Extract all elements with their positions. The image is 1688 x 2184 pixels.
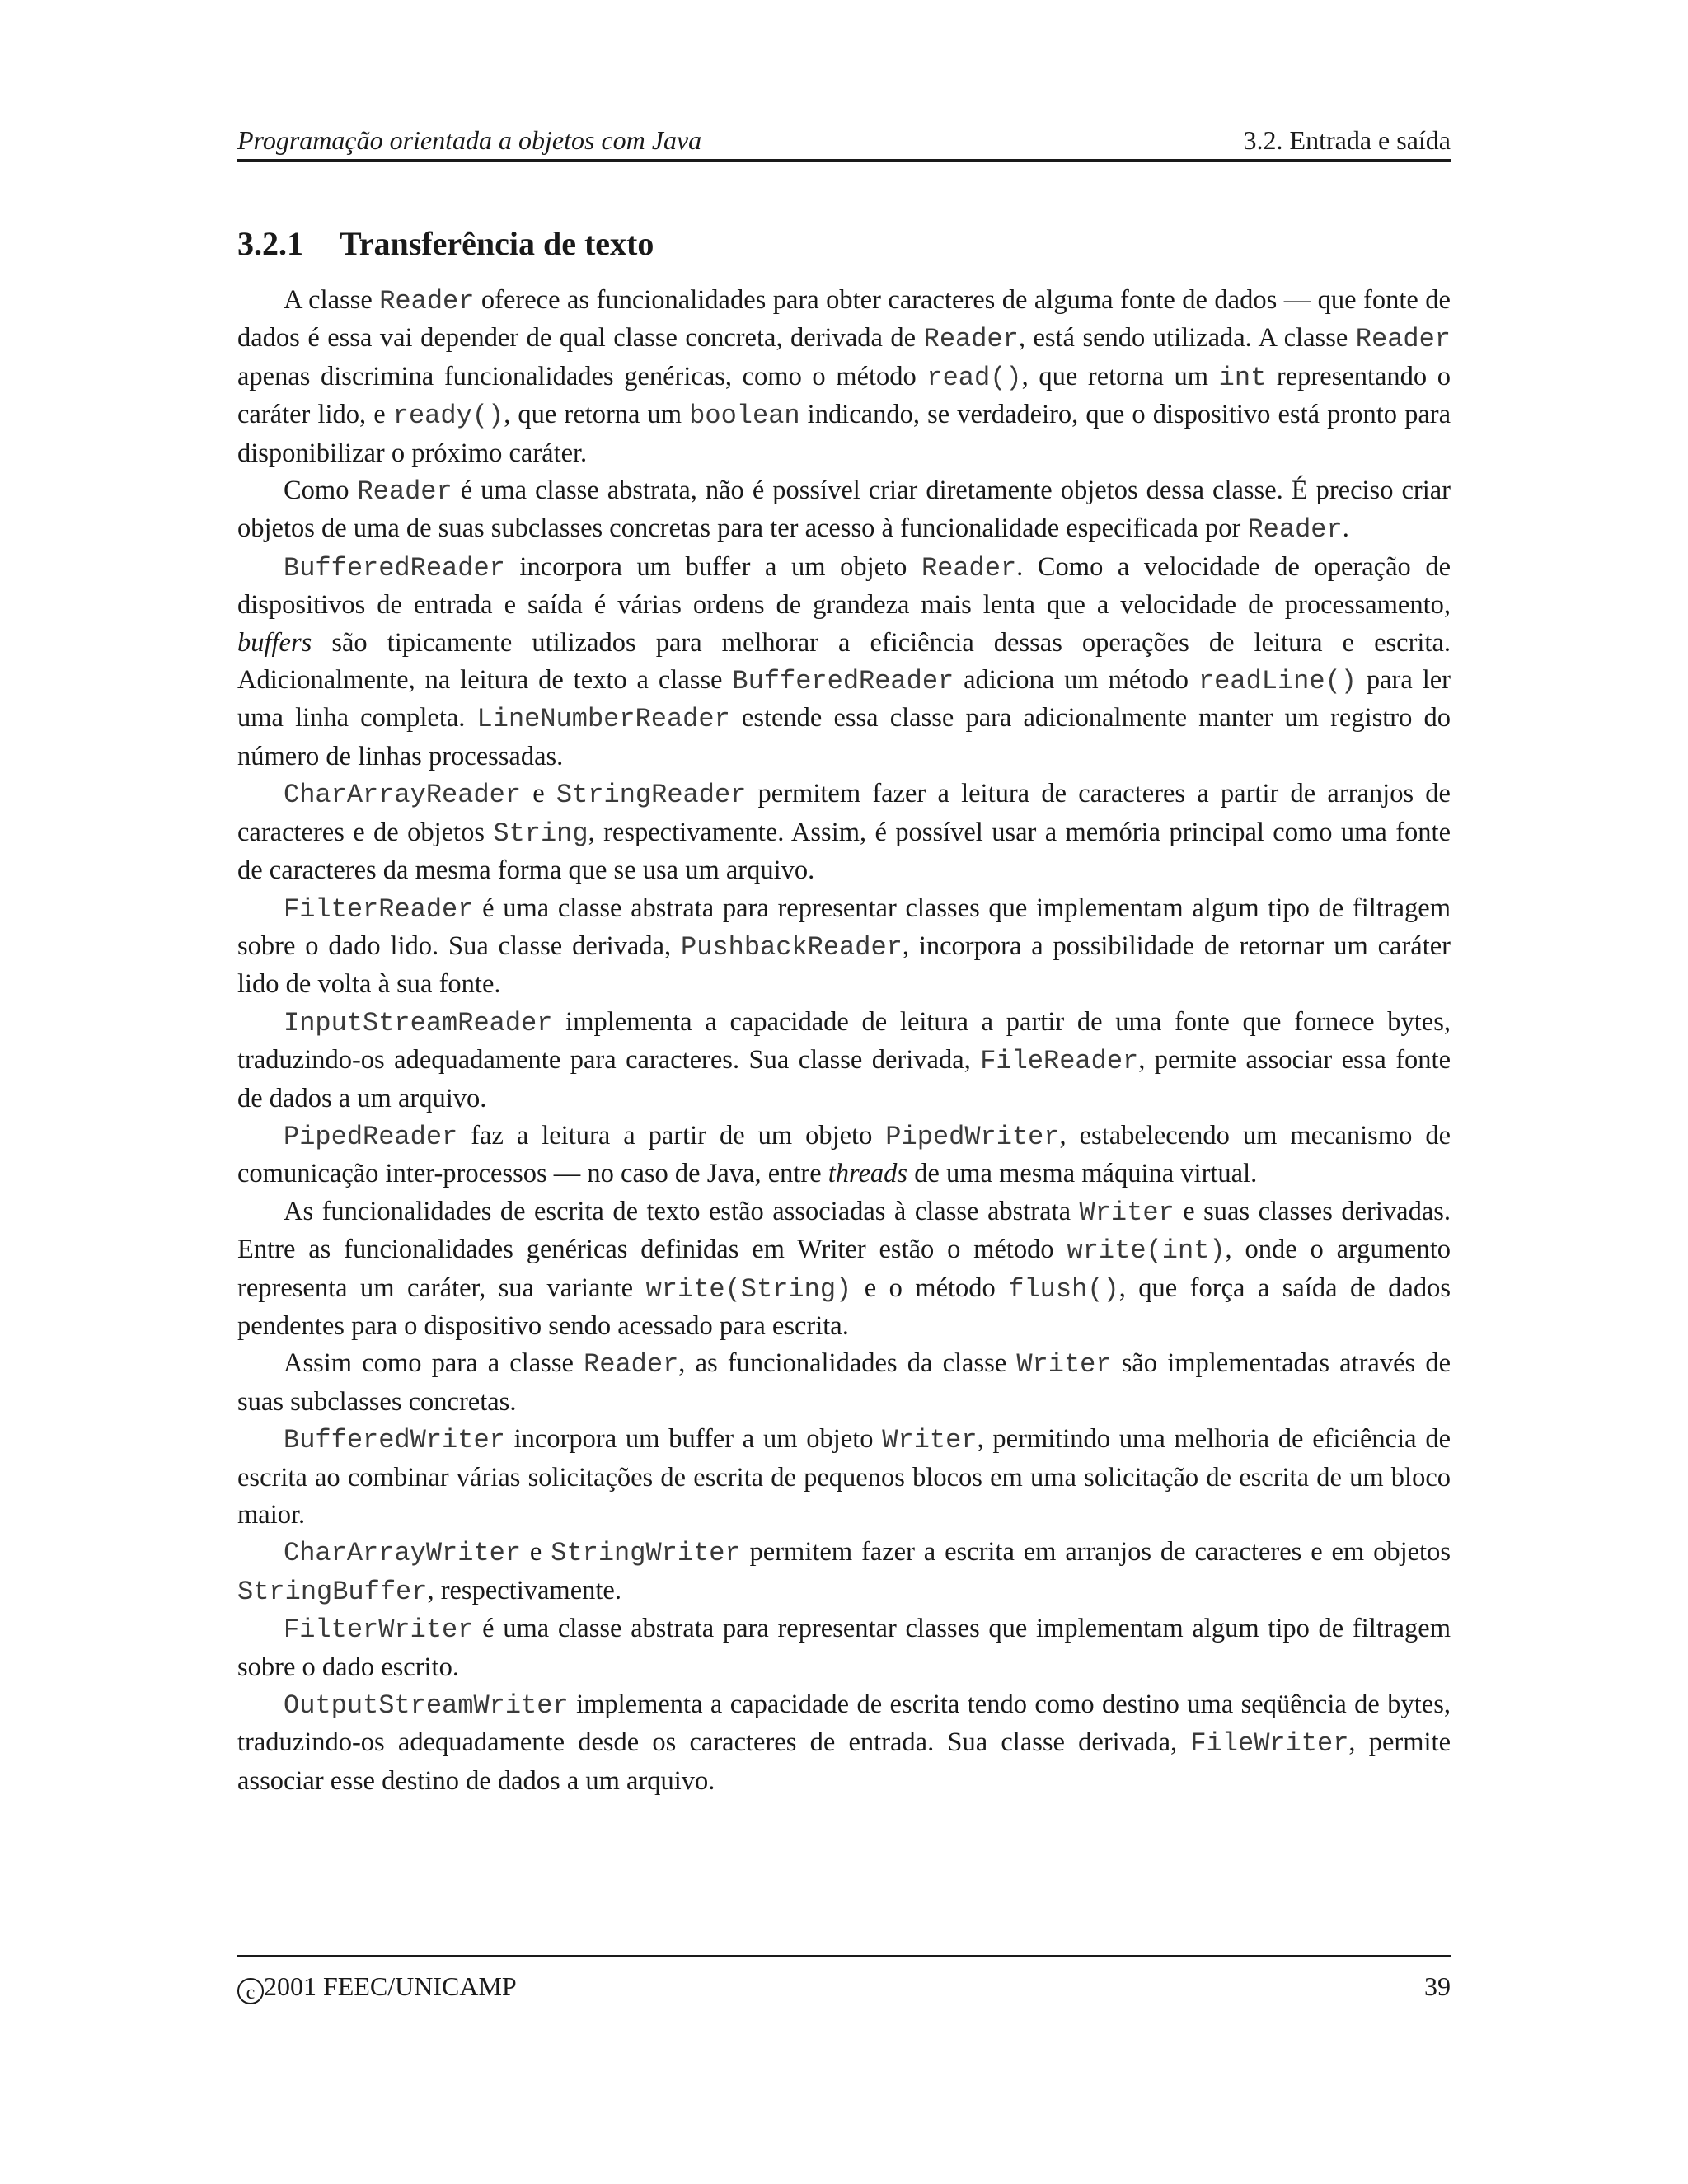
text-run: incorpora um buffer a um objeto <box>504 551 921 582</box>
code-term: Reader <box>921 552 1017 583</box>
code-term: FileReader <box>980 1046 1139 1077</box>
paragraph <box>237 282 1451 472</box>
text-run: e o método <box>851 1272 1009 1303</box>
text-run: . <box>1342 513 1349 544</box>
text-run: de uma mesma máquina virtual. <box>907 1159 1258 1189</box>
code-term: BufferedReader <box>284 552 505 583</box>
page-number: 39 <box>1424 1971 1451 2001</box>
text-run: e <box>521 779 556 809</box>
text-run: oferece as funcionalidades para obter caracteres de alguma fonte de dados — que fonte de dados é essa vai depender de qual classe concreta, derivada de <box>237 285 1451 354</box>
text-run: incorpora um buffer a um objeto <box>504 1424 883 1455</box>
text-run: implementa a capacidade de leitura a partir de uma fonte que fornece bytes, traduzindo-os adequadamente para caracteres. Sua classe derivada, <box>237 1006 1451 1076</box>
paragraph <box>237 776 1451 889</box>
text-run: A classe <box>284 285 380 315</box>
book-title: Programação orientada a objetos com Java <box>237 125 702 155</box>
section-heading <box>237 223 654 265</box>
code-term: FilterReader <box>284 893 474 925</box>
text-run: é uma classe abstrata, não é possível criar diretamente objetos dessa classe. É preciso criar objetos de uma de suas subclasses concretas para ter acesso à funcionalidade especificada por <box>237 476 1451 544</box>
text-run: para ler uma linha completa. <box>237 665 1451 733</box>
code-term: FilterWriter <box>284 1615 474 1646</box>
code-term: PipedWriter <box>885 1121 1060 1152</box>
section-reference: 3.2. Entrada e saída <box>1243 125 1451 155</box>
code-term: OutputStreamWriter <box>284 1690 569 1722</box>
paragraph <box>237 1193 1451 1346</box>
paragraph <box>237 890 1451 1004</box>
copyright-text: 2001 FEEC/UNICAMP <box>264 1971 517 2001</box>
text-run: estende essa classe para adicionalmente manter um registro do número de linhas processadas. <box>237 703 1451 771</box>
text-run: são implementadas através de suas subclasses concretas. <box>237 1348 1451 1417</box>
text-run: implementa a capacidade de escrita tendo como destino uma seqüência de bytes, traduzindo-os adequadamente desde os caracteres de entrada. Sua classe derivada, <box>237 1690 1451 1758</box>
code-term: Reader <box>379 286 475 316</box>
code-term: BufferedReader <box>732 666 954 697</box>
footer-rule <box>237 1955 1451 1957</box>
copyright-icon: c <box>237 1978 264 2004</box>
code-term: PipedReader <box>284 1121 458 1152</box>
page-footer <box>237 1970 1451 2004</box>
text-run: , que força a saída de dados pendentes para o dispositivo sendo acessado para escrita. <box>237 1272 1451 1341</box>
text-run: , onde o argumento representa um caráter, sua variante <box>237 1235 1451 1303</box>
code-term: FileWriter <box>1190 1728 1349 1760</box>
paragraph <box>237 472 1451 549</box>
text-run: permitem fazer a escrita em arranjos de caracteres e em objetos <box>740 1537 1451 1568</box>
text-run: adiciona um método <box>954 665 1198 696</box>
code-term: flush() <box>1008 1273 1119 1305</box>
code-term: StringBuffer <box>237 1576 428 1607</box>
code-term: Reader <box>584 1349 679 1380</box>
text-run: permitem fazer a leitura de caracteres a partir de arranjos de caracteres e de objetos <box>237 779 1451 847</box>
body-text <box>237 282 1451 1800</box>
text-run: é uma classe abstrata para representar classes que implementam algum tipo de filtragem sobre o dado lido. Sua classe derivada, <box>237 893 1451 961</box>
text-run: , incorpora a possibilidade de retornar um caráter lido de volta à sua fonte. <box>237 930 1451 1000</box>
code-term: LineNumberReader <box>476 704 730 735</box>
paragraph <box>237 1610 1451 1686</box>
text-run: Como <box>284 476 358 506</box>
code-term: Writer <box>882 1425 978 1456</box>
code-term: read() <box>926 362 1022 393</box>
paragraph <box>237 1421 1451 1534</box>
paragraph <box>237 1534 1451 1610</box>
code-term: InputStreamReader <box>284 1007 553 1038</box>
text-run: , respectivamente. <box>427 1575 621 1605</box>
code-term: Writer <box>1079 1197 1175 1228</box>
text-run: As funcionalidades de escrita de texto estão associadas à classe abstrata <box>284 1196 1080 1226</box>
text-run: , permite associar esse destino de dados a um arquivo. <box>237 1727 1451 1796</box>
code-term: int <box>1218 362 1267 393</box>
code-term: StringWriter <box>551 1538 741 1569</box>
code-term: ready() <box>392 401 504 432</box>
section-number: 3.2.1 <box>237 225 303 262</box>
code-term: BufferedWriter <box>284 1425 505 1456</box>
code-term: StringReader <box>556 780 747 811</box>
code-term: Writer <box>1016 1349 1112 1380</box>
code-term: PushbackReader <box>681 931 903 963</box>
text-run: , estabelecendo um mecanismo de comunicação inter-processos — no caso de Java, entre <box>237 1120 1451 1189</box>
code-term: String <box>493 818 588 849</box>
text-run: , respectivamente. Assim, é possível usar a memória principal como uma fonte de caracteres da mesma forma que se usa um arquivo. <box>237 817 1451 886</box>
code-term: readLine() <box>1198 666 1357 697</box>
italic-term: threads <box>828 1159 908 1189</box>
text-run: e <box>521 1537 551 1568</box>
text-run: são tipicamente utilizados para melhorar a eficiência dessas operações de leitura e escrita. Adicionalmente, na leitura de texto a classe <box>237 627 1451 696</box>
code-term: CharArrayWriter <box>284 1538 522 1569</box>
paragraph <box>237 1686 1451 1800</box>
code-term: Reader <box>1355 324 1451 355</box>
text-run: apenas discrimina funcionalidades genéricas, como o método <box>237 361 927 391</box>
paragraph <box>237 1345 1451 1421</box>
text-run: . Como a velocidade de operação de dispositivos de entrada e saída é várias ordens de grandeza mais lenta que a velocidade de processamento, <box>237 551 1451 621</box>
text-run: representando o caráter lido, e <box>237 361 1451 430</box>
text-run: indicando, se verdadeiro, que o dispositivo está pronto para disponibilizar o próximo caráter. <box>237 400 1451 468</box>
code-term: boolean <box>689 401 800 432</box>
text-run: , que retorna um <box>504 400 690 430</box>
header-rule <box>237 159 1451 162</box>
copyright <box>237 1970 517 2004</box>
text-run: , as funcionalidades da classe <box>678 1348 1017 1379</box>
text-run: , permite associar essa fonte de dados a um arquivo. <box>237 1045 1451 1113</box>
paragraph <box>237 1118 1451 1193</box>
text-run: faz a leitura a partir de um objeto <box>457 1120 886 1151</box>
text-run: , que retorna um <box>1021 361 1219 391</box>
code-term: write(int) <box>1067 1235 1226 1267</box>
text-run: , permitindo uma melhoria de eficiência de escrita ao combinar várias solicitações de escrita de pequenos blocos em uma solicitação de escrita de um bloco maior. <box>237 1424 1451 1530</box>
running-header <box>237 124 1451 157</box>
code-term: Reader <box>923 324 1019 355</box>
text-run: e suas classes derivadas. Entre as funcionalidades genéricas definidas em Writer estão o método <box>237 1196 1451 1265</box>
paragraph <box>237 549 1451 776</box>
text-run: Assim como para a classe <box>284 1348 584 1379</box>
section-title: Transferência de texto <box>340 225 654 262</box>
code-term: Reader <box>1247 514 1343 546</box>
text-run: é uma classe abstrata para representar classes que implementam algum tipo de filtragem sobre o dado escrito. <box>237 1614 1451 1682</box>
code-term: CharArrayReader <box>284 780 522 811</box>
code-term: write(String) <box>645 1273 852 1305</box>
italic-term: buffers <box>237 627 312 658</box>
text-run: , está sendo utilizada. A classe <box>1018 323 1356 354</box>
code-term: Reader <box>357 476 452 508</box>
paragraph <box>237 1004 1451 1118</box>
